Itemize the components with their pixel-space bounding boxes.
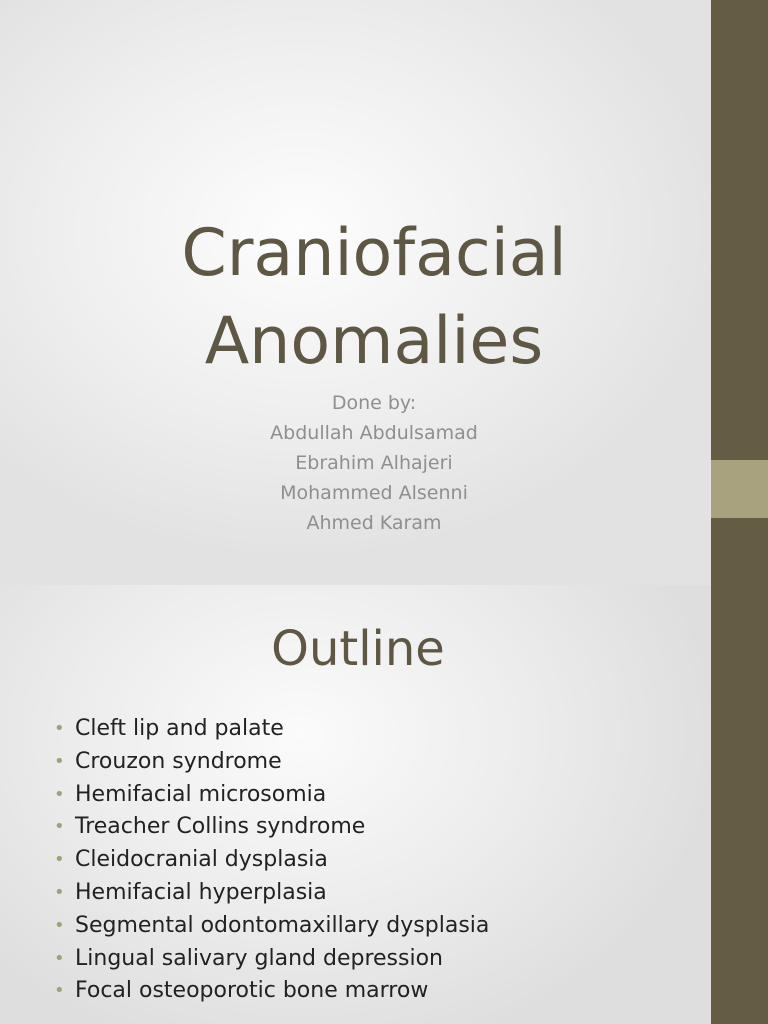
authors-list [0, 388, 748, 538]
outline-title: Outline [271, 621, 445, 677]
outline-item [54, 713, 694, 746]
slide-title [0, 210, 748, 386]
bullet-icon: • [54, 750, 65, 772]
outline-item-label: Cleidocranial dysplasia [75, 847, 328, 873]
bullet-icon: • [54, 816, 65, 838]
outline-item-label: Lingual salivary gland depression [75, 945, 443, 971]
bullet-icon: • [54, 914, 65, 936]
outline-item-label: Crouzon syndrome [75, 748, 282, 774]
author-name: Ahmed Karam [306, 512, 442, 534]
outline-item-label: Segmental odontomaxillary dysplasia [75, 912, 490, 938]
bullet-icon: • [54, 718, 65, 739]
outline-item-label: Cleft lip and palate [75, 716, 284, 741]
outline-item-label: Hemifacial microsomia [75, 781, 327, 807]
authors-label: Done by: [331, 392, 417, 414]
outline-item [54, 779, 694, 812]
outline-item-label: Treacher Collins syndrome [75, 814, 366, 840]
outline-list [54, 713, 694, 1008]
slide-title-line-2: Anomalies [204, 304, 544, 379]
author-name: Ebrahim Alhajeri [295, 452, 453, 474]
outline-item [54, 844, 694, 877]
author-name: Abdullah Abdulsamad [270, 422, 478, 444]
outline-item [54, 811, 694, 844]
outline-item [54, 877, 694, 910]
bullet-icon: • [54, 881, 65, 903]
slide-title-line-1: Craniofacial [181, 216, 567, 291]
outline-item-label: Focal osteoporotic bone marrow [75, 978, 429, 1004]
bullet-icon: • [54, 947, 65, 969]
outline-item-label: Hemifacial hyperplasia [75, 879, 327, 905]
outline-item [54, 943, 694, 976]
outline-item [54, 746, 694, 779]
bullet-icon: • [54, 783, 65, 805]
bullet-icon: • [54, 980, 65, 1002]
outline-item [54, 910, 694, 943]
bullet-icon: • [54, 849, 65, 871]
author-name: Mohammed Alsenni [280, 482, 468, 504]
outline-item [54, 975, 694, 1008]
